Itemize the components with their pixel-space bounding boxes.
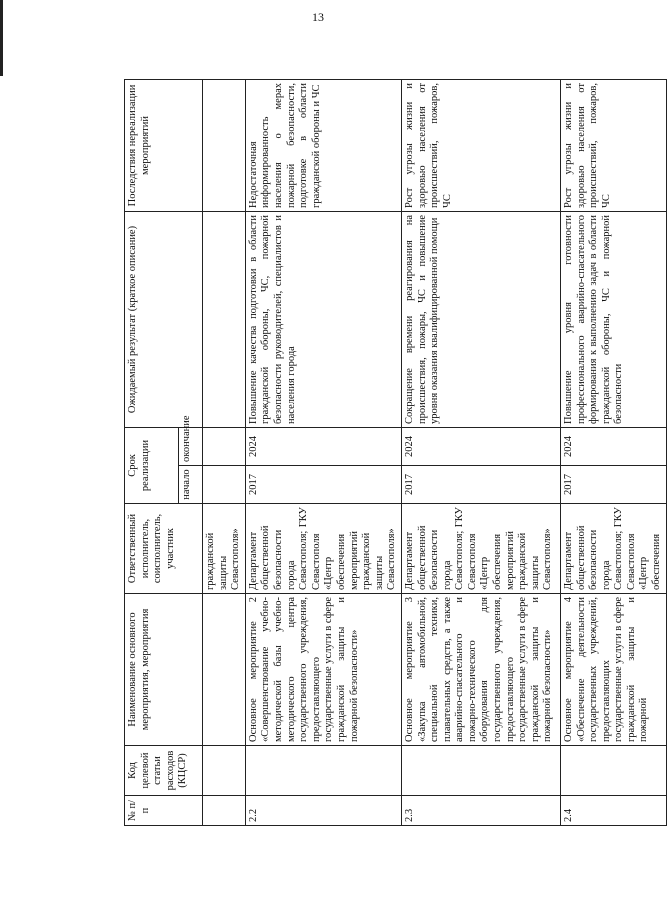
header-end: окончание — [179, 427, 203, 465]
cell-num: 2.3 — [401, 796, 560, 826]
cell-consequences: Недостаточная информированность населения о мерах пожарной безопасности, подготовке в области гражданской обороны и ЧС — [245, 79, 401, 211]
cell-start — [203, 466, 246, 504]
cell-start: 2017 — [245, 466, 401, 504]
header-num: № п/п — [125, 796, 203, 826]
cell-end: 2024 — [401, 427, 560, 465]
cell-name: Основное мероприятие 4 «Обеспечение деятельности государственных учреждений, предоставляющих государственные услуги в сфере гражданской защиты и пожарной — [560, 594, 666, 746]
cell-start: 2017 — [401, 466, 560, 504]
scan-edge-mark — [0, 0, 3, 76]
cell-result: Повышение уровня готовности профессионального аварийно-спасательного формирования к выполнению задач в области гражданской обороны, ЧС и пожарной безопасности — [560, 211, 666, 427]
cell-consequences: Рост угрозы жизни и здоровью населения от происшествий, пожаров, ЧС — [560, 79, 666, 211]
cell-start: 2017 — [560, 466, 666, 504]
cell-responsible: Департамент общественной безопасности города Севастополя; ГКУ Севастополя «Центр обеспечения — [560, 504, 666, 594]
table-row — [245, 79, 401, 825]
header-result: Ожидаемый результат (краткое описание) — [125, 211, 203, 427]
page-number: 13 — [312, 10, 324, 24]
header-code: Код целевой статьи расходов (КЦСР) — [125, 746, 203, 796]
header-term: Срок реализации — [125, 427, 179, 503]
cell-result — [203, 211, 246, 427]
header-start: начало — [179, 466, 203, 504]
cell-code — [560, 746, 666, 796]
cell-num — [203, 796, 246, 826]
cell-end: 2024 — [560, 427, 666, 465]
cell-result: Повышение качества подготовки в области гражданской обороны, ЧС, пожарной безопасности руководителей, специалистов и населения города — [245, 211, 401, 427]
cell-name: Основное мероприятие 2 «Совершенствование учебно-методической базы учебно-методического центра государственного учреждения, предоставляющего государственные услуги в сфере гражданской защиты и пожарной безопасности» — [245, 594, 401, 746]
cell-responsible: гражданской защиты Севастополя» — [203, 504, 246, 594]
cell-num: 2.2 — [245, 796, 401, 826]
cell-result: Сокращение времени реагирования на происшествия, пожары, ЧС и повышение уровня оказания квалифицированной помощи — [401, 211, 560, 427]
table-row — [560, 79, 666, 825]
cell-code — [401, 746, 560, 796]
header-responsible: Ответственный исполнитель, соисполнитель, участник — [125, 504, 203, 594]
cell-num: 2.4 — [560, 796, 666, 826]
cell-responsible: Департамент общественной безопасности города Севастополя; ГКУ Севастополя «Центр обеспечения мероприятий гражданской защиты Севастополя» — [245, 504, 401, 594]
cell-consequences — [203, 79, 246, 211]
cell-name — [203, 594, 246, 746]
header-consequences: Последствия нереализации мероприятий — [125, 79, 203, 211]
cell-responsible: Департамент общественной безопасности города Севастополя; ГКУ Севастополя «Центр обеспечения мероприятий гражданской защиты Севастополя» — [401, 504, 560, 594]
measures-table — [124, 79, 667, 826]
cell-code — [245, 746, 401, 796]
table-row — [203, 79, 246, 825]
cell-end — [203, 427, 246, 465]
cell-code — [203, 746, 246, 796]
cell-name: Основное мероприятие 3 «Закупка автомобильной, специальной техники, плавательных средств, а также аварийно-спасательного и пожарно-технического оборудования для государственного учреждения, предоставляющего государственные услуги в сфере гражданской защиты и пожарной безопасности» — [401, 594, 560, 746]
cell-end: 2024 — [245, 427, 401, 465]
header-name: Наименование основного мероприятия, мероприятия — [125, 594, 203, 746]
cell-consequences: Рост угрозы жизни и здоровью населения от происшествий, пожаров, ЧС — [401, 79, 560, 211]
rotated-table-wrapper — [124, 80, 663, 826]
table-row — [401, 79, 560, 825]
